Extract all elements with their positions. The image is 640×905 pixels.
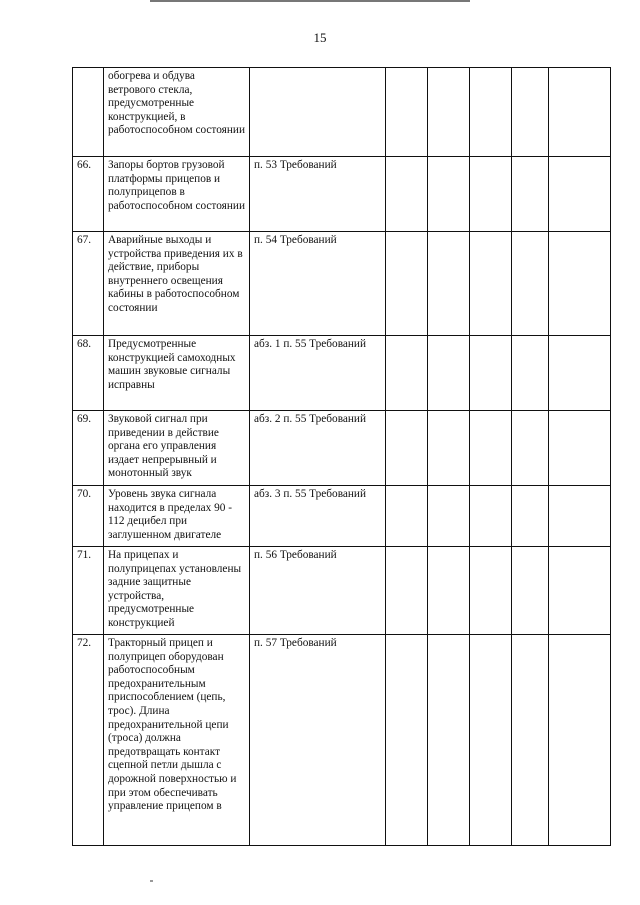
check-cell xyxy=(386,635,428,846)
notes-cell xyxy=(549,547,611,635)
row-number: 67. xyxy=(73,232,104,336)
requirement-text: Предусмотренные конструкцией самоходных машин звуковые сигналы исправны xyxy=(104,336,250,411)
check-cell xyxy=(428,336,470,411)
reference-text xyxy=(250,68,386,157)
requirement-text: Звуковой сигнал при приведении в действие органа его управления издает непрерывный и монотонный звук xyxy=(104,411,250,486)
check-cell xyxy=(470,232,512,336)
row-number xyxy=(73,68,104,157)
check-cell xyxy=(428,411,470,486)
check-cell xyxy=(470,68,512,157)
check-cell xyxy=(428,232,470,336)
top-border-line xyxy=(150,0,470,2)
check-cell xyxy=(512,486,549,547)
page-number: 15 xyxy=(313,30,327,45)
check-cell xyxy=(512,68,549,157)
check-cell xyxy=(386,232,428,336)
requirement-text: На прицепах и полуприцепах установлены задние защитные устройства, предусмотренные конструкцией xyxy=(104,547,250,635)
notes-cell xyxy=(549,336,611,411)
row-number: 71. xyxy=(73,547,104,635)
check-cell xyxy=(470,635,512,846)
notes-cell xyxy=(549,486,611,547)
reference-text: п. 54 Требований xyxy=(250,232,386,336)
check-cell xyxy=(428,486,470,547)
check-cell xyxy=(470,411,512,486)
notes-cell xyxy=(549,232,611,336)
notes-cell xyxy=(549,157,611,232)
scan-speck xyxy=(150,880,153,882)
reference-text: абз. 2 п. 55 Требований xyxy=(250,411,386,486)
row-number: 72. xyxy=(73,635,104,846)
check-cell xyxy=(512,635,549,846)
check-cell xyxy=(470,336,512,411)
check-cell xyxy=(386,68,428,157)
requirement-text: Уровень звука сигнала находится в пределах 90 - 112 децибел при заглушенном двигателе xyxy=(104,486,250,547)
table-row xyxy=(73,635,611,846)
row-number: 69. xyxy=(73,411,104,486)
reference-text: абз. 3 п. 55 Требований xyxy=(250,486,386,547)
check-cell xyxy=(512,232,549,336)
check-cell xyxy=(512,157,549,232)
table-row xyxy=(73,232,611,336)
notes-cell xyxy=(549,635,611,846)
row-number: 70. xyxy=(73,486,104,547)
table-row xyxy=(73,68,611,157)
check-cell xyxy=(428,157,470,232)
check-cell xyxy=(386,336,428,411)
notes-cell xyxy=(549,68,611,157)
reference-text: п. 56 Требований xyxy=(250,547,386,635)
check-cell xyxy=(428,547,470,635)
requirement-text: Тракторный прицеп и полуприцеп оборудован работоспособным предохранительным приспособлением (цепь, трос). Длина предохранительной цепи (троса) должна предотвращать контакт сцепной петли дышла с дорожной поверхностью и при этом обеспечивать управление прицепом в xyxy=(104,635,250,846)
requirement-text: Аварийные выходы и устройства приведения их в действие, приборы внутреннего освещения кабины в работоспособном состоянии xyxy=(104,232,250,336)
table-row xyxy=(73,486,611,547)
notes-cell xyxy=(549,411,611,486)
check-cell xyxy=(512,411,549,486)
check-cell xyxy=(512,336,549,411)
check-cell xyxy=(428,68,470,157)
check-cell xyxy=(386,486,428,547)
reference-text: абз. 1 п. 55 Требований xyxy=(250,336,386,411)
check-cell xyxy=(512,547,549,635)
check-cell xyxy=(386,157,428,232)
check-cell xyxy=(470,157,512,232)
table-row xyxy=(73,411,611,486)
table-row xyxy=(73,547,611,635)
table-row xyxy=(73,157,611,232)
requirement-text: обогрева и обдува ветрового стекла, предусмотренные конструкцией, в работоспособном состоянии xyxy=(104,68,250,157)
check-cell xyxy=(386,411,428,486)
row-number: 68. xyxy=(73,336,104,411)
row-number: 66. xyxy=(73,157,104,232)
requirement-text: Запоры бортов грузовой платформы прицепов и полуприцепов в работоспособном состоянии xyxy=(104,157,250,232)
check-cell xyxy=(386,547,428,635)
check-cell xyxy=(470,486,512,547)
reference-text: п. 57 Требований xyxy=(250,635,386,846)
check-cell xyxy=(428,635,470,846)
table-row xyxy=(73,336,611,411)
check-cell xyxy=(470,547,512,635)
reference-text: п. 53 Требований xyxy=(250,157,386,232)
checklist-table xyxy=(72,67,611,846)
